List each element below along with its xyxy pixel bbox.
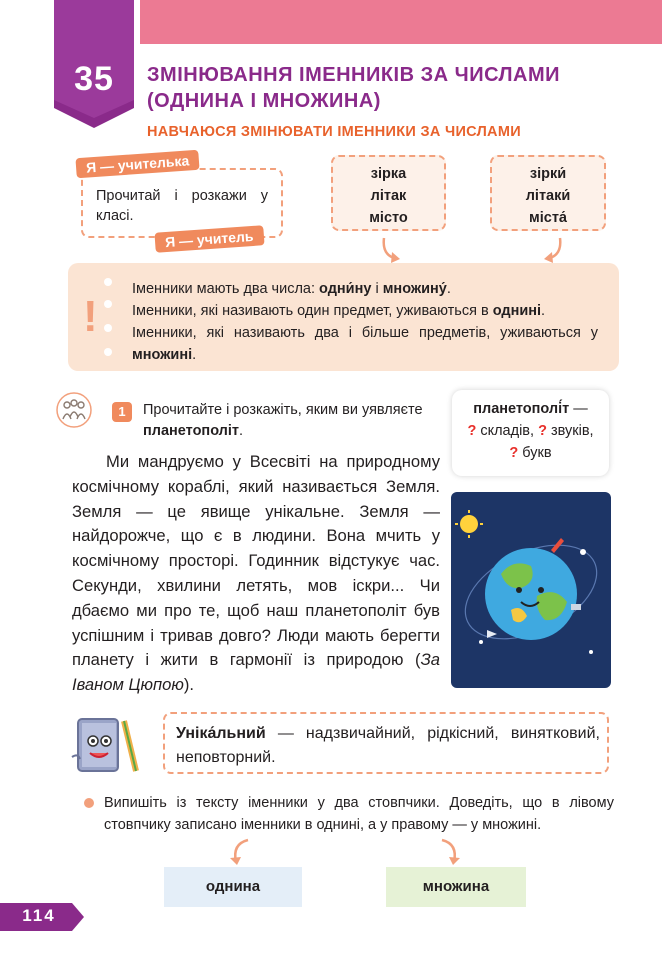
question-mark-icon: ? [538,423,547,439]
curved-arrow-down-icon [438,838,462,866]
word-analysis-card: планетополі́т — ? складів, ? звуків, ? букв [452,390,609,476]
plural-column-label: множина [386,867,526,907]
teacher-tag-female: Я — учителька [75,150,199,179]
rule-line-3: Іменники, які називають два і більше предметів, уживаються у множині. [132,325,598,363]
text-author: За Іваном Цюпою [72,650,440,695]
question-mark-icon: ? [467,423,477,439]
page-subtitle: НАВЧАЮСЯ ЗМІНЮВАТИ ІМЕННИКИ ЗА ЧИСЛАМИ [147,124,521,140]
plural-word: міста́ [529,210,567,226]
bullet-icon [84,798,94,808]
page-title: ЗМІНЮВАННЯ ІМЕННИКІВ ЗА ЧИСЛАМИ (ОДНИНА І МНОЖИНА) [147,64,561,112]
plural-words-card [490,155,606,231]
rule-decoration [104,276,116,368]
lesson-badge [54,0,134,128]
lesson-number: 35 [74,60,114,98]
curved-arrow-down-icon [540,236,564,264]
book-character-icon [68,713,146,779]
task-instruction: Прочитайте і розкажіть, яким ви уявляєте планетополіт. [143,402,423,439]
exercise-instruction: Випишіть із тексту іменники у два стовпчики. Доведіть, що в лівому стовпчику записано іменники в однині, а у правому — у множині. [104,795,614,833]
teacher-tag-male: Я — учитель [154,225,264,253]
question-mark-icon: ? [509,445,519,461]
header-bar [140,0,662,44]
singular-column-label: однина [164,867,302,907]
defined-word: Уніка́льний [176,725,266,742]
analysis-word: планетополі́т [473,401,570,417]
singular-word: зірка [370,166,407,182]
curved-arrow-down-icon [228,838,252,866]
singular-words-card [331,155,446,231]
earth-in-space-illustration [451,492,611,688]
rule-text [132,278,598,366]
exclamation-icon: ! [83,292,98,341]
group-icon [56,392,92,428]
page-number: 114 [22,906,56,925]
singular-word: місто [369,210,408,226]
singular-word: літак [370,188,407,204]
curved-arrow-down-icon [380,236,404,264]
task-number: 1 [112,402,132,422]
rule-line-1: Іменники мають два числа: одни́ну і множину́. [132,281,451,297]
plural-word: зірки́ [529,166,567,182]
reading-text: Ми мандруємо у Всесвіті на природному космічному кораблі, який називається Земля. Земля — це явище унікальне. Земля — найдорожче, що є в людини. Вона мчить у космічному просторі. Годинник відстукує час. Секунди, хвилини летять, мов іскри... Чи дбаємо ми про те, щоб наш планетополіт був успішним і тривав довго? Люди мають берегти планету і жити в гармонії із природою (За Іваном Цюпою). [72,452,440,695]
plural-word: літаки́ [525,188,571,204]
rule-line-2: Іменники, які називають один предмет, уживаються в однині. [132,303,546,319]
definition-text: Уніка́льний — надзвичайний, рідкісний, винятковий, неповторний. [176,725,600,766]
teacher-note-text: Прочитай і розкажи у класі. [96,188,268,224]
